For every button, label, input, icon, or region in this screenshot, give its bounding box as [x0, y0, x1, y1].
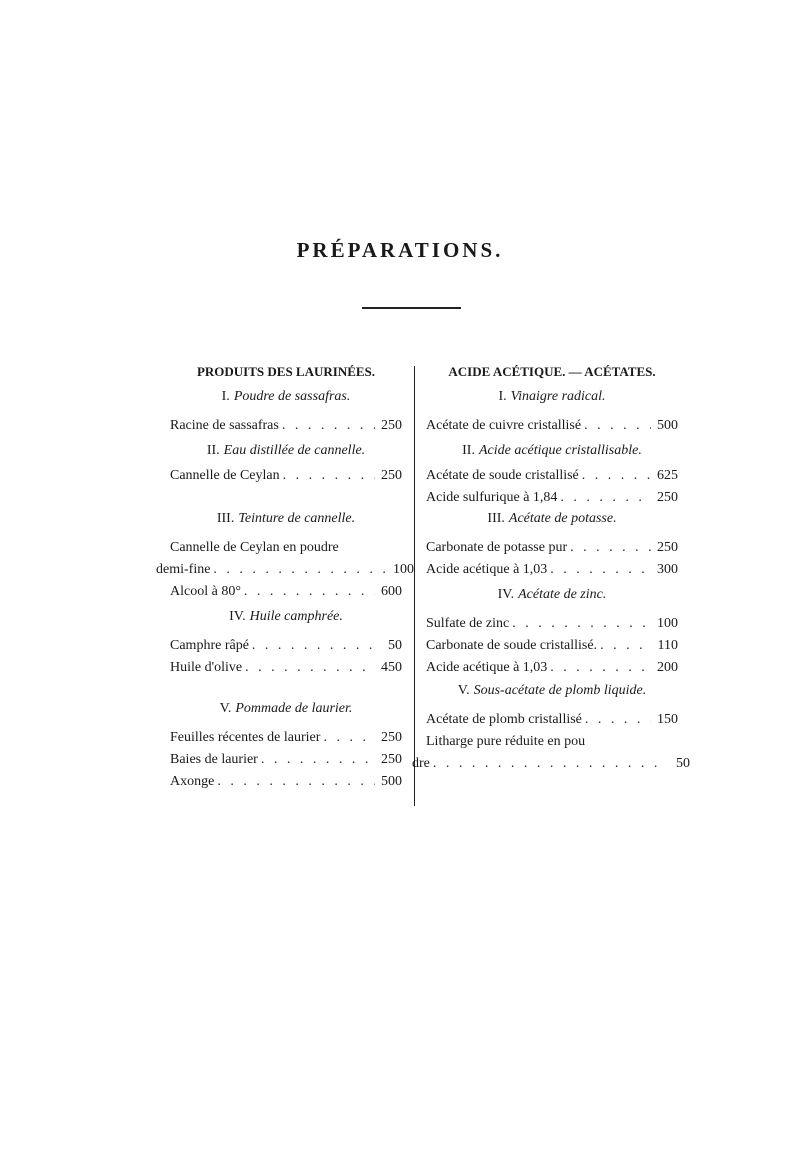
dot-leader — [550, 657, 651, 679]
dot-leader — [244, 581, 375, 603]
section-number: V. — [219, 701, 232, 716]
section-title — [170, 441, 402, 461]
section-name: Sous-acétate de plomb liquide. — [473, 683, 647, 698]
recipe-text: Litharge pure réduite en pou — [426, 734, 586, 749]
ingredient-quantity: 100 — [393, 562, 414, 577]
left-column-header: PRODUITS DES LAURINÉES. — [196, 364, 376, 379]
section-title — [170, 387, 402, 407]
ingredient-quantity: 250 — [381, 468, 402, 483]
ingredient-quantity: 250 — [657, 490, 678, 505]
recipe-line — [426, 613, 678, 635]
ingredient-quantity: 250 — [381, 730, 402, 745]
dot-leader — [570, 537, 651, 559]
section — [426, 585, 678, 679]
ingredient-name: Acide acétique à 1,03 — [426, 660, 548, 675]
ingredient-name: Sulfate de zinc — [426, 616, 510, 631]
left-column — [156, 358, 414, 793]
ingredient-quantity: 250 — [381, 752, 402, 767]
ingredient-name: dre — [412, 756, 430, 771]
dot-leader — [600, 635, 651, 657]
section — [170, 441, 402, 487]
ingredient-name: Acétate de plomb cristallisé — [426, 712, 582, 727]
ingredient-name: Acétate de cuivre cristallisé — [426, 418, 582, 433]
ingredient-quantity: 150 — [657, 712, 678, 727]
ingredient-name: Racine de sassafras — [170, 418, 279, 433]
recipe-line — [170, 749, 402, 771]
section-number: III. — [216, 511, 235, 526]
section-title — [426, 585, 678, 605]
dot-leader — [252, 635, 375, 657]
section-title — [426, 387, 678, 407]
ingredient-name: Camphre râpé — [170, 638, 249, 653]
recipe-line — [426, 415, 678, 437]
title-rule — [362, 307, 461, 309]
dot-leader — [585, 709, 651, 731]
ingredient-name: Axonge — [170, 774, 215, 789]
section-title — [170, 509, 402, 529]
dot-leader — [282, 415, 375, 437]
column-divider — [414, 366, 415, 806]
page-title: PRÉPARATIONS. — [296, 238, 504, 262]
dot-leader — [217, 771, 375, 793]
section-number: II. — [206, 443, 220, 458]
ingredient-name: Acide sulfurique à 1,84 — [426, 490, 558, 505]
ingredient-quantity: 300 — [657, 562, 678, 577]
section-number: IV. — [497, 587, 515, 602]
section — [426, 441, 678, 509]
recipe-line — [426, 465, 678, 487]
section-number: III. — [487, 511, 505, 526]
dot-leader — [560, 487, 651, 509]
section-name: Acétate de zinc. — [518, 587, 607, 602]
ingredient-quantity: 50 — [388, 638, 402, 653]
recipe-line — [170, 415, 402, 437]
ingredient-quantity: 450 — [381, 660, 402, 675]
section-title — [426, 509, 678, 529]
section-name: Acétate de potasse. — [508, 511, 617, 526]
ingredient-name: Alcool à 80° — [170, 584, 241, 599]
section-name: Huile camphrée. — [249, 609, 343, 624]
section-number: IV. — [229, 609, 246, 624]
ingredient-quantity: 625 — [657, 468, 678, 483]
recipe-line — [426, 559, 678, 581]
section — [426, 509, 678, 581]
recipe-text: Cannelle de Ceylan en poudre — [170, 540, 339, 555]
dot-leader — [584, 415, 651, 437]
recipe-line — [156, 559, 414, 581]
dot-leader — [582, 465, 651, 487]
ingredient-name: Huile d'olive — [170, 660, 243, 675]
ingredient-name: demi-fine — [156, 562, 211, 577]
section-number: V. — [457, 683, 470, 698]
right-column-header: ACIDE ACÉTIQUE. — ACÉTATES. — [448, 364, 656, 379]
dot-leader — [433, 753, 663, 775]
recipe-line — [426, 657, 678, 679]
section-name: Teinture de cannelle. — [238, 511, 356, 526]
section-number: II. — [462, 443, 475, 458]
recipe-line — [426, 635, 678, 657]
dot-leader — [323, 727, 375, 749]
section — [426, 387, 678, 437]
section-name: Eau distillée de cannelle. — [223, 443, 366, 458]
ingredient-quantity: 200 — [657, 660, 678, 675]
section-number: I. — [498, 389, 507, 404]
dot-leader — [283, 465, 375, 487]
ingredient-quantity: 600 — [381, 584, 402, 599]
section — [170, 607, 402, 679]
section-title — [170, 607, 402, 627]
ingredient-name: Feuilles récentes de laurier — [170, 730, 321, 745]
recipe-line — [170, 657, 402, 679]
dot-leader — [261, 749, 375, 771]
section-name: Vinaigre radical. — [510, 389, 606, 404]
section-title — [426, 681, 678, 701]
ingredient-quantity: 110 — [657, 638, 678, 653]
recipe-line — [170, 771, 402, 793]
dot-leader — [245, 657, 375, 679]
recipe-line — [426, 487, 678, 509]
ingredient-name: Carbonate de potasse pur — [426, 540, 568, 555]
section-name: Poudre de sassafras. — [233, 389, 351, 404]
ingredient-name: Baies de laurier — [170, 752, 258, 767]
recipe-line — [426, 537, 678, 559]
ingredient-quantity: 100 — [657, 616, 678, 631]
recipe-line — [170, 581, 402, 603]
section — [170, 387, 402, 437]
dot-leader — [213, 559, 387, 581]
ingredient-name: Cannelle de Ceylan — [170, 468, 280, 483]
recipe-line — [170, 465, 402, 487]
ingredient-quantity: 250 — [657, 540, 678, 555]
recipe-line — [170, 727, 402, 749]
ingredient-quantity: 250 — [381, 418, 402, 433]
section — [156, 509, 414, 603]
ingredient-quantity: 50 — [676, 756, 690, 771]
section-name: Pommade de laurier. — [235, 701, 353, 716]
recipe-line — [412, 753, 690, 775]
recipe-line — [170, 635, 402, 657]
section — [170, 699, 402, 793]
ingredient-name: Acétate de soude cristallisé — [426, 468, 579, 483]
ingredient-quantity: 500 — [381, 774, 402, 789]
right-column — [412, 358, 690, 775]
ingredient-name: Carbonate de soude cristallisé. — [426, 638, 598, 653]
dot-leader — [550, 559, 651, 581]
section-name: Acide acétique cristallisable. — [478, 443, 642, 458]
recipe-line — [426, 709, 678, 731]
section-title — [170, 699, 402, 719]
section — [412, 681, 690, 775]
section-title — [426, 441, 678, 461]
ingredient-quantity: 500 — [657, 418, 678, 433]
dot-leader — [512, 613, 651, 635]
section-number: I. — [221, 389, 230, 404]
ingredient-name: Acide acétique à 1,03 — [426, 562, 548, 577]
